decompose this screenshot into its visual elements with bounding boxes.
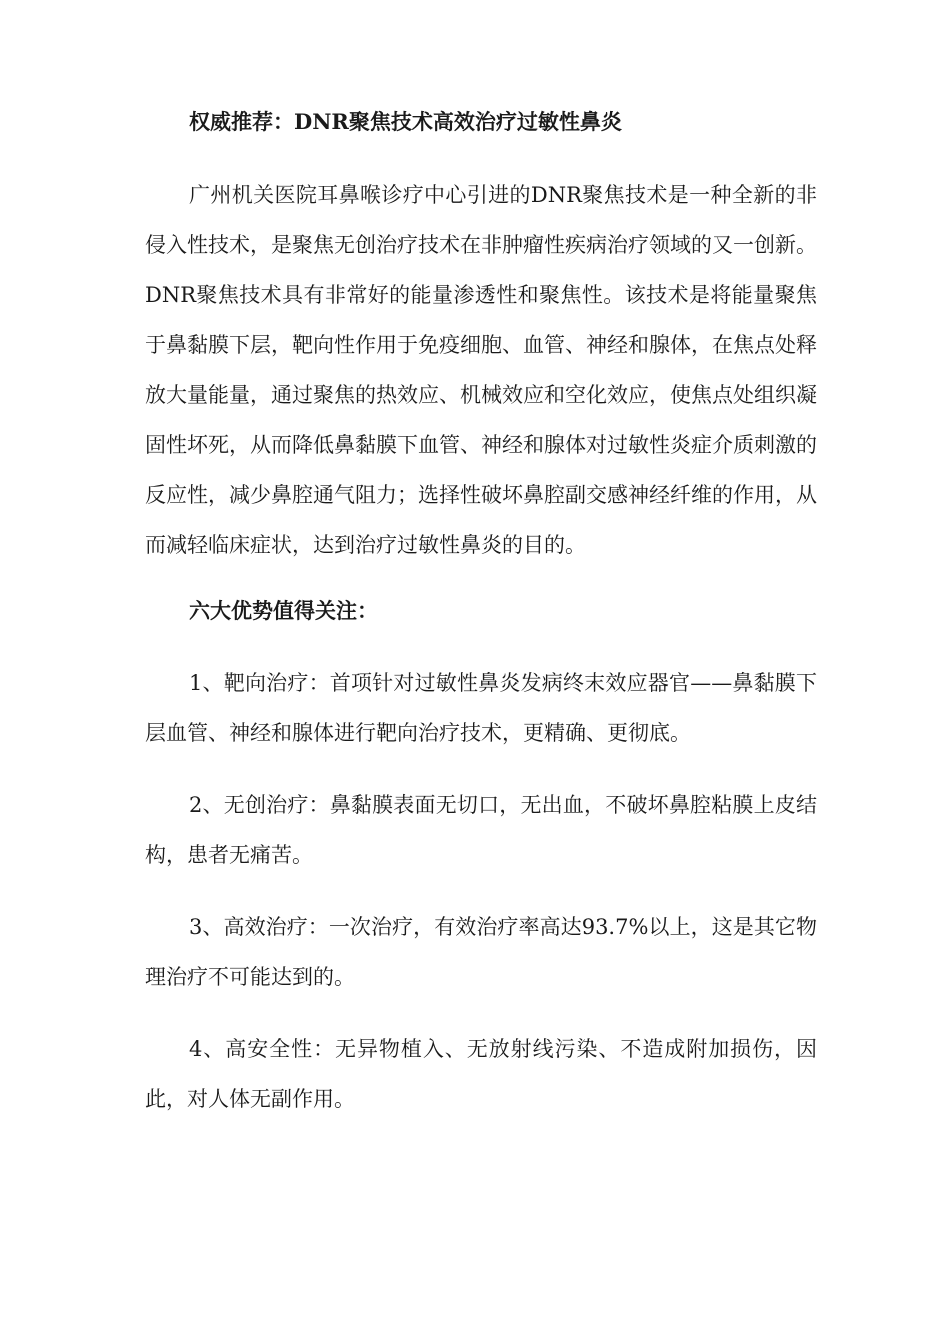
document-page [145,100,817,1146]
advantage-item-1: 1、靶向治疗：首项针对过敏性鼻炎发病终末效应器官——鼻黏膜下层血管、神经和腺体进行靶向治疗技术，更精确、更彻底。 [145,671,817,745]
advantage-item-3: 3、高效治疗：一次治疗，有效治疗率高达93.7%以上，这是其它物理治疗不可能达到的。 [145,915,817,989]
document-title: 权威推荐：DNR聚焦技术高效治疗过敏性鼻炎 [189,109,622,134]
advantage-item-2: 2、无创治疗：鼻黏膜表面无切口，无出血，不破坏鼻腔粘膜上皮结构，患者无痛苦。 [145,793,817,867]
intro-paragraph: 广州机关医院耳鼻喉诊疗中心引进的DNR聚焦技术是一种全新的非侵入性技术，是聚焦无创治疗技术在非肿瘤性疾病治疗领域的又一创新。DNR聚焦技术具有非常好的能量渗透性和聚焦性。该技术是将能量聚焦于鼻黏膜下层，靶向性作用于免疫细胞、血管、神经和腺体，在焦点处释放大量能量，通过聚焦的热效应、机械效应和空化效应，使焦点处组织凝固性坏死，从而降低鼻黏膜下血管、神经和腺体对过敏性炎症介质刺激的反应性，减少鼻腔通气阻力；选择性破坏鼻腔副交感神经纤维的作用，从而减轻临床症状，达到治疗过敏性鼻炎的目的。 [145,183,817,557]
advantage-item-4: 4、高安全性：无异物植入、无放射线污染、不造成附加损伤，因此，对人体无副作用。 [145,1037,817,1111]
advantages-heading: 六大优势值得关注： [189,598,378,623]
